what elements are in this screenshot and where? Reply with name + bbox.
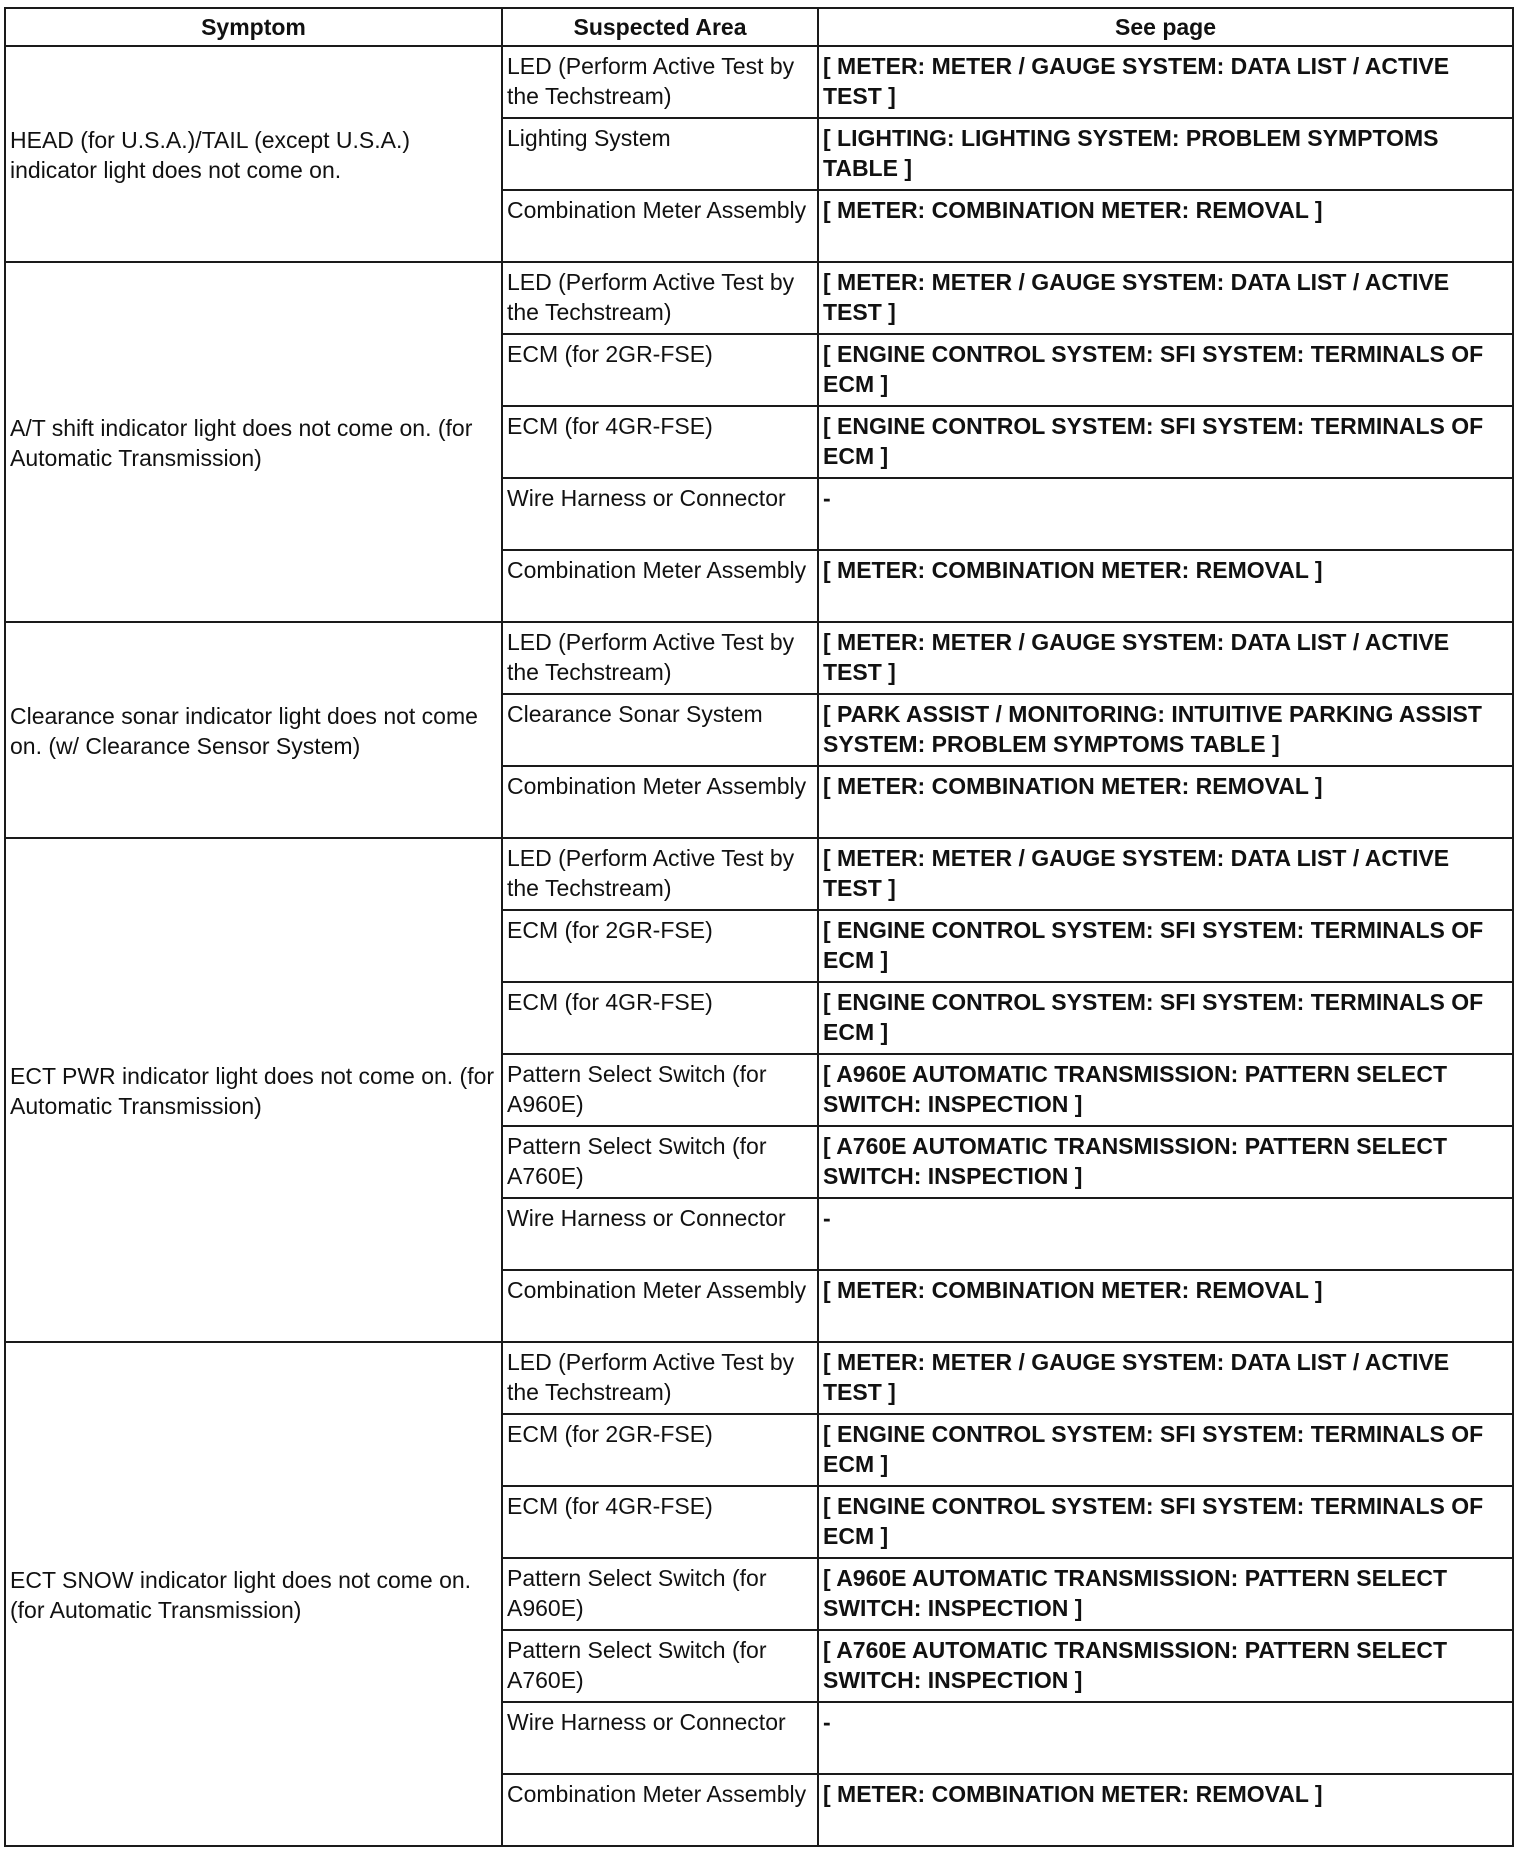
suspected-area-cell: Pattern Select Switch (for A760E) [502, 1630, 818, 1702]
suspected-area-cell: Wire Harness or Connector [502, 1702, 818, 1774]
suspected-area-cell: LED (Perform Active Test by the Techstream) [502, 1342, 818, 1414]
see-page-reference-cell: [ METER: COMBINATION METER: REMOVAL ] [818, 550, 1513, 622]
see-page-reference-cell: [ PARK ASSIST / MONITORING: INTUITIVE PARKING ASSIST SYSTEM: PROBLEM SYMPTOMS TABLE ] [818, 694, 1513, 766]
suspected-area-cell: ECM (for 2GR-FSE) [502, 334, 818, 406]
see-page-reference-cell: [ ENGINE CONTROL SYSTEM: SFI SYSTEM: TERMINALS OF ECM ] [818, 910, 1513, 982]
suspected-area-cell: Combination Meter Assembly [502, 766, 818, 838]
table-body [5, 46, 1513, 1846]
see-page-reference-cell: [ ENGINE CONTROL SYSTEM: SFI SYSTEM: TERMINALS OF ECM ] [818, 1486, 1513, 1558]
suspected-area-cell: Combination Meter Assembly [502, 1774, 818, 1846]
suspected-area-cell: Combination Meter Assembly [502, 190, 818, 262]
see-page-reference-cell: [ METER: COMBINATION METER: REMOVAL ] [818, 1270, 1513, 1342]
header-suspected-area: Suspected Area [502, 8, 818, 46]
see-page-reference-cell: - [818, 1702, 1513, 1774]
suspected-area-cell: LED (Perform Active Test by the Techstream) [502, 46, 818, 118]
see-page-reference-cell: [ METER: METER / GAUGE SYSTEM: DATA LIST / ACTIVE TEST ] [818, 622, 1513, 694]
see-page-reference-cell: [ METER: COMBINATION METER: REMOVAL ] [818, 766, 1513, 838]
see-page-reference-cell: [ A960E AUTOMATIC TRANSMISSION: PATTERN SELECT SWITCH: INSPECTION ] [818, 1558, 1513, 1630]
see-page-reference-cell: [ A960E AUTOMATIC TRANSMISSION: PATTERN SELECT SWITCH: INSPECTION ] [818, 1054, 1513, 1126]
see-page-reference-cell: - [818, 1198, 1513, 1270]
see-page-reference-cell: [ LIGHTING: LIGHTING SYSTEM: PROBLEM SYMPTOMS TABLE ] [818, 118, 1513, 190]
suspected-area-cell: Combination Meter Assembly [502, 550, 818, 622]
symptom-cell: Clearance sonar indicator light does not come on. (w/ Clearance Sensor System) [5, 622, 502, 838]
see-page-reference-cell: [ A760E AUTOMATIC TRANSMISSION: PATTERN SELECT SWITCH: INSPECTION ] [818, 1126, 1513, 1198]
suspected-area-cell: Clearance Sonar System [502, 694, 818, 766]
header-row [5, 8, 1513, 46]
see-page-reference-cell: [ ENGINE CONTROL SYSTEM: SFI SYSTEM: TERMINALS OF ECM ] [818, 982, 1513, 1054]
header-see-page: See page [818, 8, 1513, 46]
see-page-reference-cell: [ METER: METER / GAUGE SYSTEM: DATA LIST / ACTIVE TEST ] [818, 262, 1513, 334]
suspected-area-cell: Wire Harness or Connector [502, 478, 818, 550]
see-page-reference-cell: [ METER: METER / GAUGE SYSTEM: DATA LIST / ACTIVE TEST ] [818, 46, 1513, 118]
suspected-area-cell: ECM (for 2GR-FSE) [502, 1414, 818, 1486]
see-page-reference-cell: [ METER: COMBINATION METER: REMOVAL ] [818, 1774, 1513, 1846]
see-page-reference-cell: [ METER: COMBINATION METER: REMOVAL ] [818, 190, 1513, 262]
header-symptom: Symptom [5, 8, 502, 46]
table-row [5, 838, 1513, 910]
suspected-area-cell: Pattern Select Switch (for A960E) [502, 1558, 818, 1630]
suspected-area-cell: Wire Harness or Connector [502, 1198, 818, 1270]
suspected-area-cell: ECM (for 4GR-FSE) [502, 406, 818, 478]
see-page-reference-cell: [ A760E AUTOMATIC TRANSMISSION: PATTERN SELECT SWITCH: INSPECTION ] [818, 1630, 1513, 1702]
suspected-area-cell: ECM (for 4GR-FSE) [502, 982, 818, 1054]
see-page-reference-cell: - [818, 478, 1513, 550]
suspected-area-cell: LED (Perform Active Test by the Techstream) [502, 622, 818, 694]
table-row [5, 622, 1513, 694]
symptom-cell: A/T shift indicator light does not come on. (for Automatic Transmission) [5, 262, 502, 622]
problem-symptoms-table [4, 7, 1514, 1847]
table-row [5, 1342, 1513, 1414]
table-row [5, 46, 1513, 118]
see-page-reference-cell: [ ENGINE CONTROL SYSTEM: SFI SYSTEM: TERMINALS OF ECM ] [818, 1414, 1513, 1486]
suspected-area-cell: ECM (for 4GR-FSE) [502, 1486, 818, 1558]
suspected-area-cell: Combination Meter Assembly [502, 1270, 818, 1342]
suspected-area-cell: Pattern Select Switch (for A760E) [502, 1126, 818, 1198]
see-page-reference-cell: [ METER: METER / GAUGE SYSTEM: DATA LIST / ACTIVE TEST ] [818, 1342, 1513, 1414]
see-page-reference-cell: [ METER: METER / GAUGE SYSTEM: DATA LIST / ACTIVE TEST ] [818, 838, 1513, 910]
symptom-cell: HEAD (for U.S.A.)/TAIL (except U.S.A.) indicator light does not come on. [5, 46, 502, 262]
symptom-cell: ECT PWR indicator light does not come on. (for Automatic Transmission) [5, 838, 502, 1342]
suspected-area-cell: ECM (for 2GR-FSE) [502, 910, 818, 982]
see-page-reference-cell: [ ENGINE CONTROL SYSTEM: SFI SYSTEM: TERMINALS OF ECM ] [818, 406, 1513, 478]
suspected-area-cell: Pattern Select Switch (for A960E) [502, 1054, 818, 1126]
table-row [5, 262, 1513, 334]
suspected-area-cell: LED (Perform Active Test by the Techstream) [502, 262, 818, 334]
suspected-area-cell: LED (Perform Active Test by the Techstream) [502, 838, 818, 910]
symptom-cell: ECT SNOW indicator light does not come on. (for Automatic Transmission) [5, 1342, 502, 1846]
see-page-reference-cell: [ ENGINE CONTROL SYSTEM: SFI SYSTEM: TERMINALS OF ECM ] [818, 334, 1513, 406]
suspected-area-cell: Lighting System [502, 118, 818, 190]
